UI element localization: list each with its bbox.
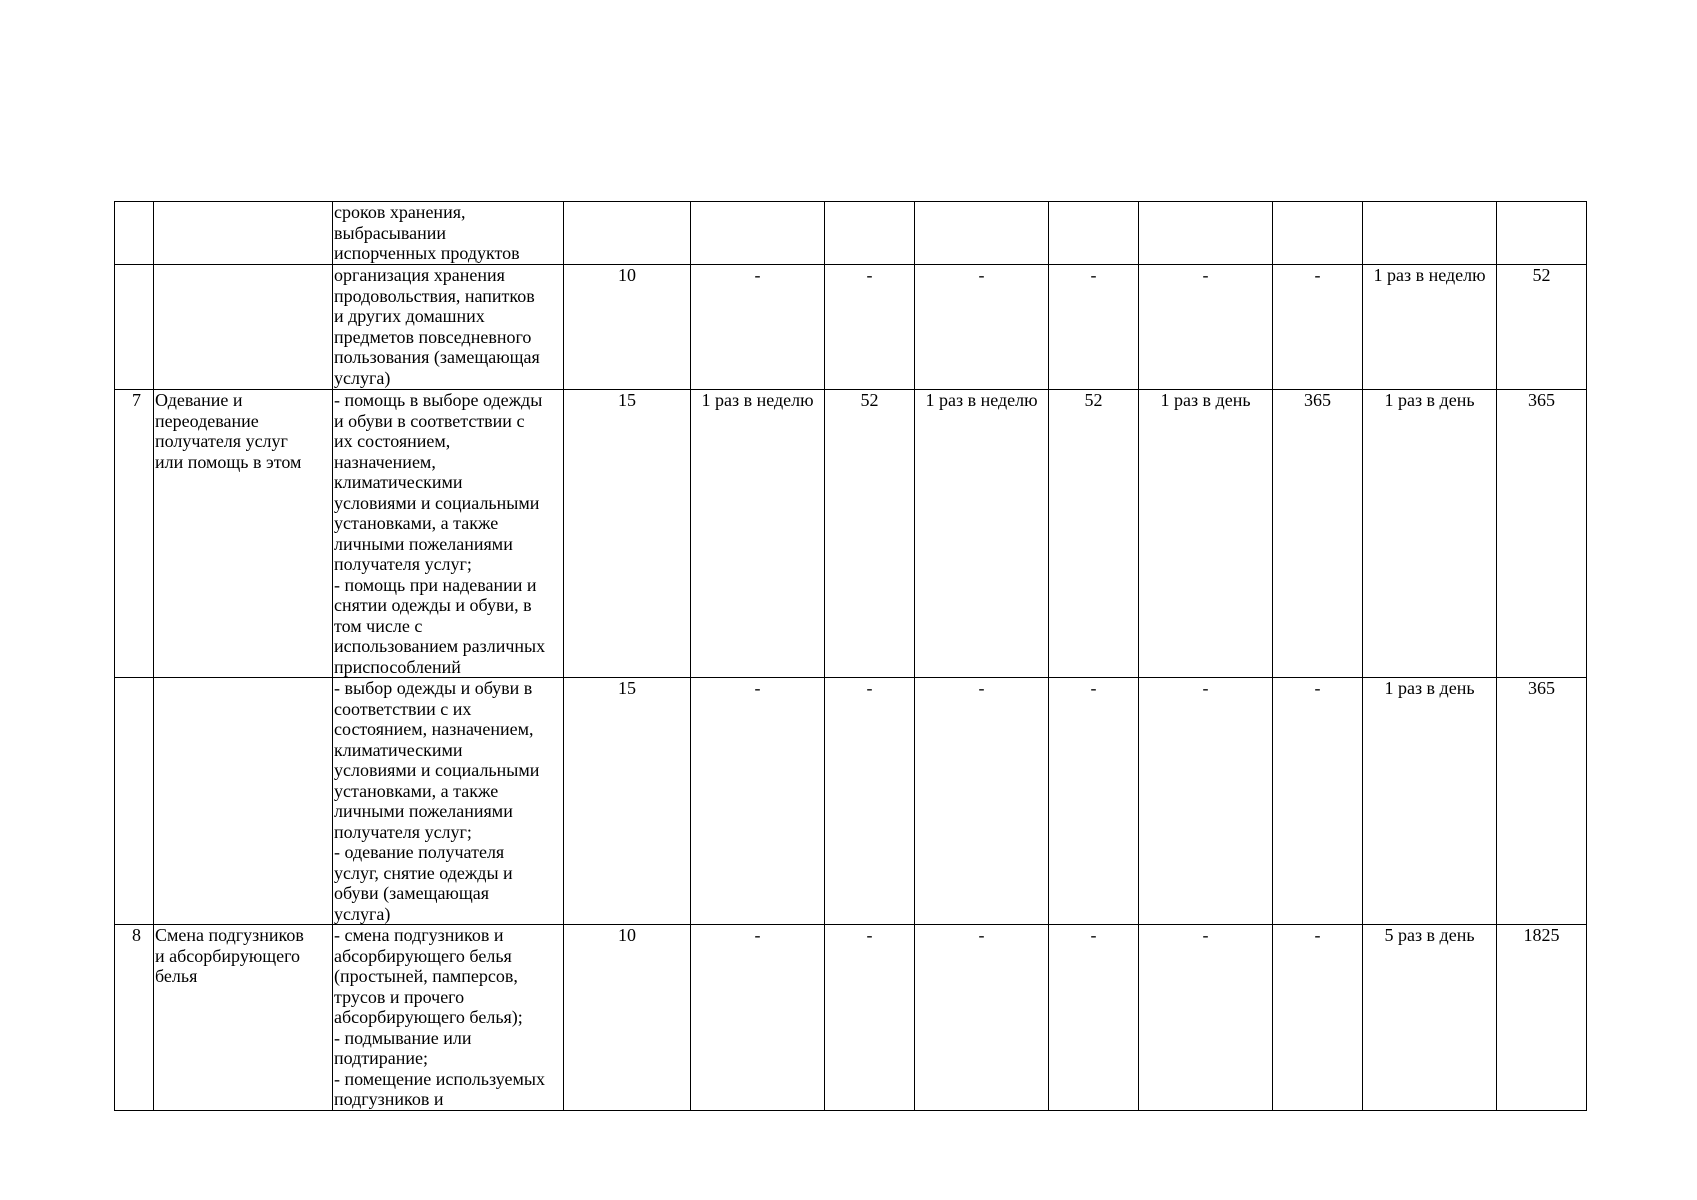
row-number <box>115 678 154 925</box>
frequency-cell: 5 раз в день <box>1363 925 1497 1111</box>
table-row <box>115 678 1587 925</box>
frequency-cell: 1 раз в неделю <box>915 390 1049 678</box>
service-name <box>154 265 333 390</box>
time-norm: 10 <box>564 265 691 390</box>
count-cell: 52 <box>1497 265 1587 390</box>
count-cell: 365 <box>1273 390 1363 678</box>
frequency-cell <box>1139 202 1273 265</box>
count-cell: 365 <box>1497 678 1587 925</box>
frequency-cell: 1 раз в день <box>1363 390 1497 678</box>
frequency-cell: - <box>1139 678 1273 925</box>
table-row <box>115 202 1587 265</box>
count-cell: - <box>1049 265 1139 390</box>
count-cell: - <box>825 265 915 390</box>
count-cell: 52 <box>1049 390 1139 678</box>
frequency-cell <box>1363 202 1497 265</box>
frequency-cell <box>691 202 825 265</box>
service-name <box>154 202 333 265</box>
row-number: 8 <box>115 925 154 1111</box>
count-cell: - <box>825 678 915 925</box>
count-cell <box>825 202 915 265</box>
frequency-cell: - <box>691 265 825 390</box>
service-description: организация хранения продовольствия, напитков и других домашних предметов повседневного пользования (замещающая услуга) <box>333 265 564 390</box>
frequency-cell: - <box>691 925 825 1111</box>
count-cell: - <box>1273 678 1363 925</box>
service-name: Смена подгузников и абсорбирующего белья <box>154 925 333 1111</box>
count-cell: 1825 <box>1497 925 1587 1111</box>
frequency-cell: - <box>915 678 1049 925</box>
frequency-cell: 1 раз в день <box>1363 678 1497 925</box>
time-norm: 10 <box>564 925 691 1111</box>
frequency-cell: - <box>1139 925 1273 1111</box>
time-norm <box>564 202 691 265</box>
service-name: Одевание и переодевание получателя услуг или помощь в этом <box>154 390 333 678</box>
frequency-cell: 1 раз в неделю <box>691 390 825 678</box>
services-table <box>114 201 1587 1111</box>
table-row <box>115 925 1587 1111</box>
service-description: - смена подгузников и абсорбирующего белья (простыней, памперсов, трусов и прочего абсорбирующего белья); - подмывание или подтирание; - помещение используемых подгузников и <box>333 925 564 1111</box>
frequency-cell: - <box>1139 265 1273 390</box>
frequency-cell: - <box>915 925 1049 1111</box>
service-name <box>154 678 333 925</box>
count-cell: - <box>1049 678 1139 925</box>
count-cell <box>1497 202 1587 265</box>
count-cell <box>1273 202 1363 265</box>
count-cell: 365 <box>1497 390 1587 678</box>
frequency-cell: 1 раз в неделю <box>1363 265 1497 390</box>
frequency-cell <box>915 202 1049 265</box>
count-cell: - <box>1273 265 1363 390</box>
row-number: 7 <box>115 390 154 678</box>
time-norm: 15 <box>564 390 691 678</box>
count-cell: - <box>825 925 915 1111</box>
frequency-cell: - <box>691 678 825 925</box>
frequency-cell: 1 раз в день <box>1139 390 1273 678</box>
service-description: - выбор одежды и обуви в соответствии с их состоянием, назначением, климатическими условиями и социальными установками, а также личными пожеланиями получателя услуг; - одевание получателя услуг, снятие одежды и обуви (замещающая услуга) <box>333 678 564 925</box>
frequency-cell: - <box>915 265 1049 390</box>
time-norm: 15 <box>564 678 691 925</box>
count-cell <box>1049 202 1139 265</box>
table-row <box>115 265 1587 390</box>
count-cell: - <box>1273 925 1363 1111</box>
row-number <box>115 202 154 265</box>
service-description: - помощь в выборе одежды и обуви в соответствии с их состоянием, назначением, климатическими условиями и социальными установками, а также личными пожеланиями получателя услуг; - помощь при надевании и снятии одежды и обуви, в том числе с использованием различных приспособлений <box>333 390 564 678</box>
count-cell: 52 <box>825 390 915 678</box>
count-cell: - <box>1049 925 1139 1111</box>
service-description: сроков хранения, выбрасывании испорченных продуктов <box>333 202 564 265</box>
row-number <box>115 265 154 390</box>
table-row <box>115 390 1587 678</box>
